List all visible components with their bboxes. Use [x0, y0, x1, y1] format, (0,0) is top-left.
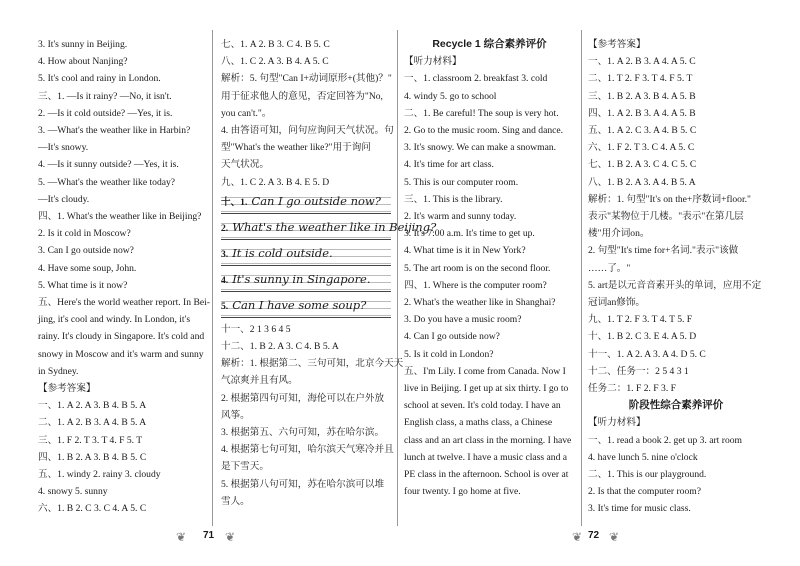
answer-key: [588, 36, 764, 397]
text-line: 一、1. read a book 2. get up 3. art room: [588, 434, 742, 446]
text-line: 4. snowy 5. sunny: [38, 486, 108, 498]
text-line: 六、1. B 2. C 3. C 4. A 5. C: [38, 503, 147, 515]
text-line: 四、1. A 2. B 3. A 4. A 5. B: [588, 107, 696, 119]
text-line: 九、1. C 2. A 3. B 4. E 5. D: [221, 176, 330, 188]
text-line: ……了。": [588, 262, 631, 274]
text-line: 十一、1. A 2. A 3. A 4. D 5. C: [588, 348, 706, 360]
text-line: class and an art class in the morning. I have: [404, 434, 572, 446]
item-number: 5.: [221, 300, 229, 312]
text-line: live in Beijing. I get up at six thirty. I go to: [404, 383, 569, 395]
text-line: 【参考答案】: [588, 39, 646, 50]
text-line: 2. Is it cold in Moscow?: [38, 228, 131, 240]
text-line: 5. art是以元音音素开头的单词，应用不定: [588, 279, 762, 291]
item-number: 3.: [221, 248, 229, 260]
text-line: 3. It's sunny in Beijing.: [38, 39, 128, 50]
text-line: 五、Here's the world weather report. In Bei-: [38, 297, 210, 309]
text-line: 解析：1. 根据第二、三句可知，北京今天天: [221, 358, 404, 370]
text-line: 5. What time is it now?: [38, 279, 128, 291]
text-line: 3. Do you have a music room?: [404, 314, 522, 326]
text-line: 3. It's time for music class.: [588, 503, 691, 515]
text-line: 冠词an修饰。: [588, 297, 646, 309]
text-line: rainy. It's cloudy in Singapore. It's cold and: [38, 331, 205, 343]
explanation-block: [221, 321, 404, 510]
text-line: 4. Have some soup, John.: [38, 262, 137, 274]
text-line: 四、1. B 2. A 3. B 4. B 5. C: [38, 451, 147, 463]
text-line: 4. windy 5. go to school: [404, 90, 497, 102]
section-title: Recycle 1 综合素养评价: [432, 38, 547, 50]
text-line: 七、1. A 2. B 3. C 4. B 5. C: [221, 39, 330, 50]
text-line: 2. 句型"It's time for+名词."表示"该做: [588, 245, 739, 257]
section-title: 阶段性综合素养评价: [628, 399, 724, 412]
text-line: 十、1. B 2. C 3. E 4. A 5. D: [588, 331, 697, 343]
handwritten-text: It is cold outside.: [232, 245, 333, 260]
item-number: 十、1.: [221, 196, 248, 208]
text-line: 任务二：1. F 2. F 3. F: [588, 383, 676, 395]
text-line: 四、1. What's the weather like in Beijing?: [38, 211, 202, 223]
text-line: 六、1. F 2. T 3. C 4. A 5. C: [588, 142, 695, 154]
text-line: —It's snowy.: [38, 142, 89, 154]
handwritten-answer: [221, 295, 391, 318]
text-line: 十二、1. B 2. A 3. C 4. B 5. A: [221, 341, 339, 353]
text-line: 3. —What's the weather like in Harbin?: [38, 125, 191, 137]
text-line: in Sydney.: [38, 365, 79, 377]
handwritten-text: Can I have some soup?: [232, 297, 367, 312]
text-line: 3. 根据第五、六句可知，苏在哈尔滨。: [221, 427, 385, 439]
text-line: 4. What time is it in New York?: [404, 245, 526, 257]
text-line: 4. Can I go outside now?: [404, 331, 500, 343]
text-line: 七、1. B 2. A 3. C 4. C 5. C: [588, 159, 697, 171]
text-line: 五、1. A 2. C 3. A 4. B 5. C: [588, 125, 697, 137]
handwritten-answer: [221, 191, 391, 214]
text-line: 【听力材料】: [588, 417, 646, 429]
text-line: 是下雪天。: [221, 461, 269, 473]
text-line: 二、1. Be careful! The soup is very hot.: [404, 107, 559, 119]
text-line: 2. What's the weather like in Shanghai?: [404, 297, 556, 309]
text-line: 【听力材料】: [404, 56, 462, 68]
text-line: 2. Is that the computer room?: [588, 486, 701, 498]
text-line: 二、1. A 2. B 3. A 4. B 5. A: [38, 417, 147, 429]
text-line: 五、I'm Lily. I come from Canada. Now I: [404, 365, 566, 377]
item-number: 4.: [221, 274, 229, 286]
text-line: 五、1. windy 2. rainy 3. cloudy: [38, 469, 161, 481]
text-line: 4. have lunch 5. nine o'clock: [588, 451, 698, 463]
text-line: English class, a maths class, a Chinese: [404, 417, 553, 429]
text-line: 十一、2 1 3 6 4 5: [221, 323, 291, 335]
answer-block: [221, 36, 394, 191]
text-line: 一、1. A 2. A 3. B 4. B 5. A: [38, 400, 147, 412]
text-line: 二、1. T 2. F 3. T 4. F 5. T: [588, 73, 693, 85]
text-line: 【参考答案】: [38, 383, 96, 395]
leaf-icon: ❦: [609, 529, 620, 544]
text-line: 3. It's 7:00 a.m. It's time to get up.: [404, 228, 535, 240]
text-line: 三、1. This is the library.: [404, 193, 503, 205]
item-number: 2.: [221, 222, 229, 234]
text-line: jing, it's cool and windy. In London, it's: [38, 314, 191, 326]
text-line: 4. 由答语可知，问句应询问天气状况。句: [221, 125, 394, 137]
text-line: 3. Can I go outside now?: [38, 245, 134, 257]
text-line: 5. —What's the weather like today?: [38, 176, 176, 188]
handwritten-text: Can I go outside now?: [251, 193, 381, 208]
text-line: 表示"某物位于几楼。"表示"在第几层: [588, 211, 744, 223]
text-line: 三、1. B 2. A 3. B 4. A 5. B: [588, 90, 696, 102]
handwritten-answer: [221, 217, 437, 240]
text-line: 4. —Is it sunny outside? —Yes, it is.: [38, 159, 179, 171]
text-line: 三、1. F 2. T 3. T 4. F 5. T: [38, 434, 143, 446]
text-line: 解析：1. 句型"It's on the+序数词+floor.": [588, 193, 751, 205]
text-line: 型"What's the weather like?"用于询问: [221, 142, 371, 154]
column-divider: [397, 30, 398, 526]
text-line: you can't."。: [221, 107, 272, 119]
handwriting-block: [221, 191, 437, 318]
text-line: 雪人。: [221, 495, 250, 507]
text-line: four twenty. I go home at five.: [404, 486, 521, 498]
text-line: 八、1. B 2. A 3. A 4. B 5. A: [588, 176, 696, 188]
text-line: 2. 根据第四句可知，海伦可以在户外放: [221, 392, 385, 404]
text-line: snowy in Moscow and it's warm and sunny: [38, 348, 204, 360]
text-line: school at seven. It's cold today. I have an: [404, 400, 561, 412]
column-divider: [581, 30, 582, 526]
text-line: 十二、任务一：2 5 4 3 1: [588, 365, 689, 377]
page-number-left: 71: [203, 529, 215, 541]
column-4: [588, 36, 764, 518]
text-line: —It's cloudy.: [38, 193, 90, 205]
text-line: 解析：5. 句型"Can I+动词原形+(其他)？": [221, 73, 392, 85]
handwritten-text: It's sunny in Singapore.: [232, 271, 371, 286]
text-line: 4. 根据第七句可知，哈尔滨天气寒冷并且: [221, 444, 394, 456]
leaf-icon: ❦: [176, 529, 187, 544]
column-divider: [212, 30, 213, 526]
text-line: 2. —Is it cold outside? —Yes, it is.: [38, 107, 173, 119]
text-line: 5. This is our computer room.: [404, 176, 519, 188]
text-line: 5. 根据第八句可知，苏在哈尔滨可以堆: [221, 478, 385, 490]
text-line: 2. It's warm and sunny today.: [404, 211, 517, 223]
text-line: 5. Is it cold in London?: [404, 348, 494, 360]
text-line: 天气状况。: [221, 159, 269, 171]
text-line: 楼"用介词on。: [588, 228, 650, 240]
text-line: 一、1. A 2. B 3. A 4. A 5. C: [588, 56, 696, 68]
text-line: 风筝。: [221, 409, 250, 421]
column-3: [404, 36, 575, 500]
page-number-right: 72: [588, 529, 600, 541]
text-line: 四、1. Where is the computer room?: [404, 279, 547, 291]
text-line: 5. It's cool and rainy in London.: [38, 73, 161, 85]
column-1: [38, 36, 208, 518]
listening-material: [404, 53, 575, 500]
text-line: 三、1. —Is it rainy? —No, it isn't.: [38, 90, 172, 102]
text-line: 八、1. C 2. A 3. B 4. A 5. C: [221, 56, 329, 68]
text-line: 用于征求他人的意见，否定回答为"No,: [221, 90, 383, 102]
handwritten-answer: [221, 243, 391, 266]
text-line: 二、1. This is our playground.: [588, 469, 707, 481]
text-line: 3. It's snowy. We can make a snowman.: [404, 142, 557, 154]
text-line: 4. It's time for art class.: [404, 159, 494, 171]
text-line: 九、1. T 2. F 3. T 4. T 5. F: [588, 314, 693, 326]
text-line: PE class in the afternoon. School is over at: [404, 469, 569, 481]
text-line: 气凉爽并且有风。: [221, 375, 298, 387]
text-line: 5. The art room is on the second floor.: [404, 262, 551, 274]
handwritten-text: What's the weather like in Beijing?: [232, 219, 437, 234]
text-line: 2. Go to the music room. Sing and dance.: [404, 125, 564, 137]
handwritten-answer: [221, 269, 391, 292]
listening-material: [588, 414, 764, 517]
text-line: 4. How about Nanjing?: [38, 56, 128, 68]
leaf-icon: ❦: [225, 529, 236, 544]
text-line: 一、1. classroom 2. breakfast 3. cold: [404, 73, 548, 85]
text-line: lunch at twelve. I have a music class and a: [404, 451, 568, 463]
leaf-icon: ❦: [572, 529, 583, 544]
